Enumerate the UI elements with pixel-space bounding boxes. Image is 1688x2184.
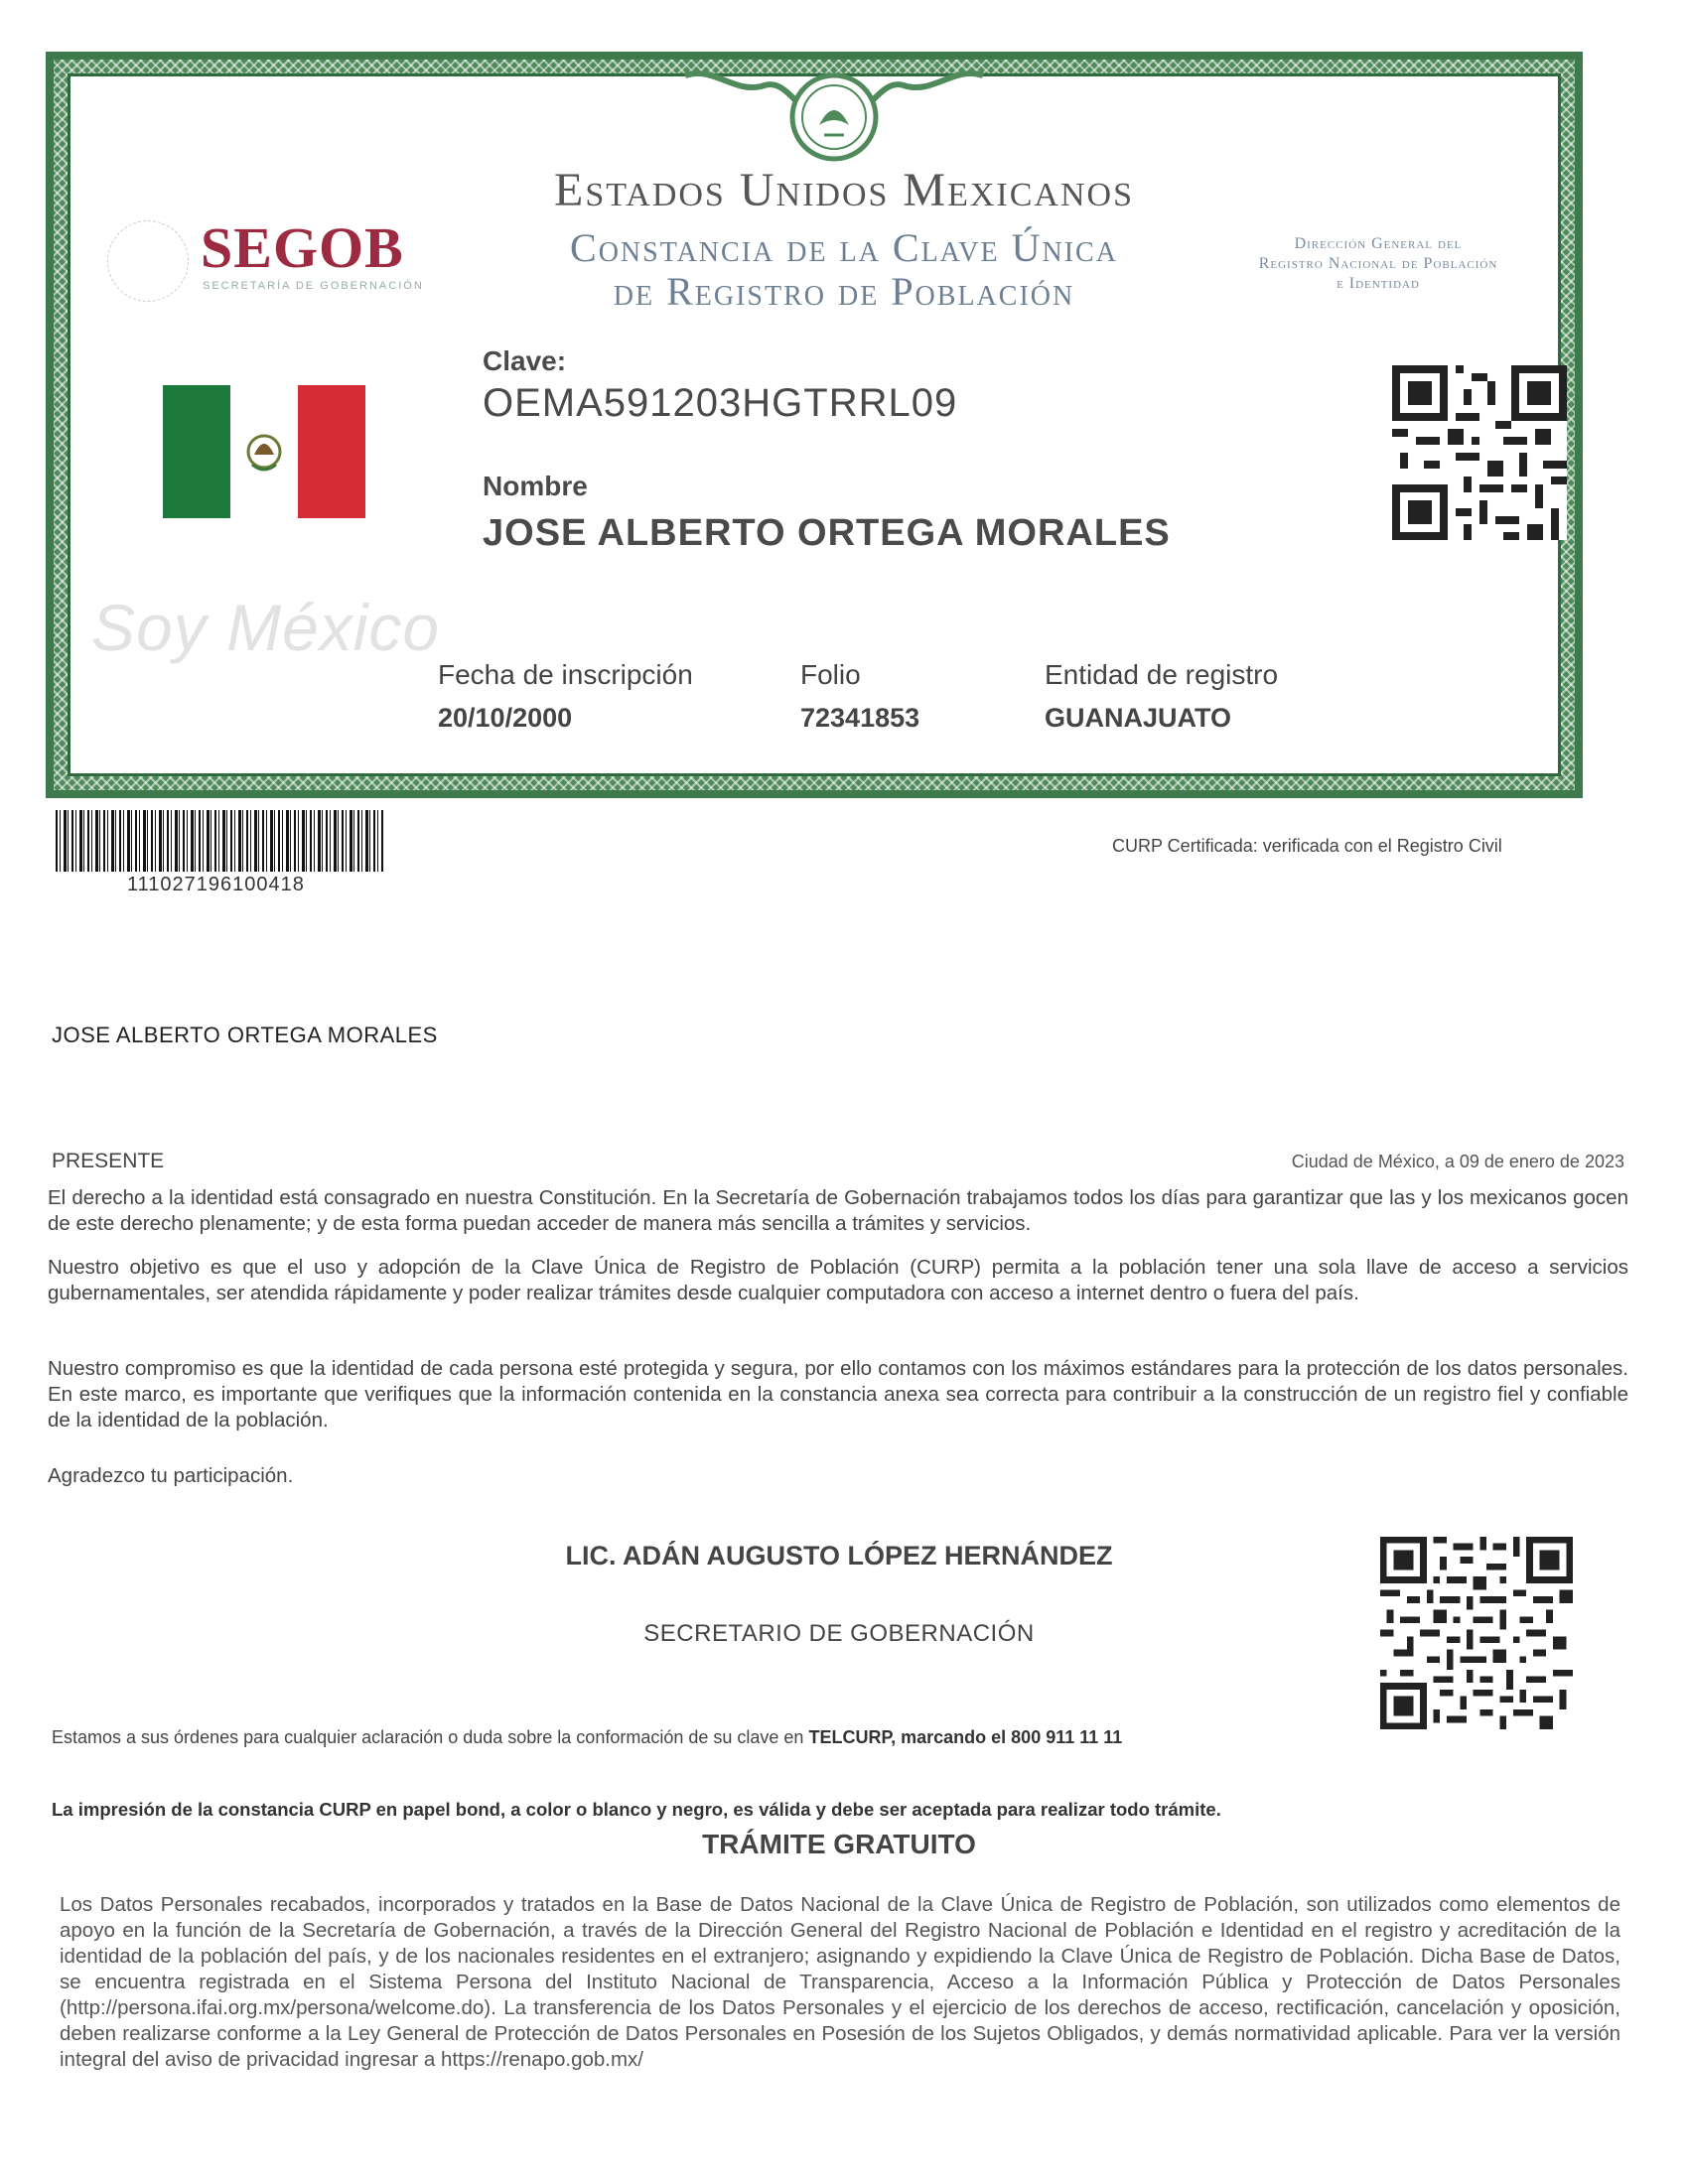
mexican-flag-icon: [163, 385, 365, 518]
directorate-name: [1209, 234, 1547, 294]
aclaracion-text: Estamos a sus órdenes para cualquier aclaración o duda sobre la conformación de su clave en: [52, 1727, 809, 1747]
soy-mexico-watermark: Soy México: [91, 591, 441, 664]
entidad-value: GUANAJUATO: [1045, 703, 1232, 733]
impresion-note: La impresión de la constancia CURP en papel bond, a color o blanco y negro, es válida y debe ser aceptada para realizar todo trámite.: [52, 1799, 1221, 1820]
privacy-notice: Los Datos Personales recabados, incorporados y tratados en la Base de Datos Nacional de la Clave Única de Registro de Población, son utilizados como elementos de apoyo en la función de la Secretaría de Gobernación, a través de la Dirección General del Registro Nacional de Población e Identidad en el registro y acreditación de la identidad de la población del país, y de los nacionales residentes en el extranjero; asignando y expidiendo la Clave Única de Registro de Población. Dicha Base de Datos, se encuentra registrada en el Sistema Persona del Instituto Nacional de Transparencia, Acceso a la Información Pública y Protección de Datos Personales (http://persona.ifai.org.mx/persona/welcome.do). La transferencia de los Datos Personales y el ejercicio de los derechos de acceso, rectificación, cancelación y oposición, deben realizarse conforme a la Ley General de Protección de Datos Personales en Posesión de los Sujetos Obligados, y demás normatividad aplicable. Para ver la versión integral del aviso de privacidad ingresar a https://renapo.gob.mx/: [60, 1893, 1620, 2071]
telcurp-contact: TELCURP, marcando el 800 911 11 11: [808, 1727, 1123, 1747]
country-heading: Estados Unidos Mexicanos: [554, 164, 1134, 216]
segob-logo: SEGOB: [201, 215, 404, 280]
folio-value: 72341853: [800, 703, 920, 733]
barcode-number: 111027196100418: [127, 874, 305, 895]
nombre-label: Nombre: [483, 471, 588, 501]
paragraph-1: El derecho a la identidad está consagrado en nuestra Constitución. En la Secretaría de Gobernación trabajamos todos los días para garantizar que las y los mexicanos gocen de este derecho plenamente; y de esta forma puedan acceder de manera más sencilla a trámites y servicios.: [48, 1186, 1628, 1235]
clave-label: Clave:: [483, 345, 567, 376]
fecha-label: Fecha de inscripción: [438, 659, 693, 690]
signer-role: SECRETARIO DE GOBERNACIÓN: [643, 1620, 1035, 1647]
directorate-line1: Dirección General del: [1294, 235, 1463, 252]
segob-subtitle: SECRETARÍA DE GOBERNACIÓN: [203, 280, 424, 292]
thanks-line: Agradezco tu participación.: [48, 1464, 294, 1487]
nombre-value: JOSE ALBERTO ORTEGA MORALES: [483, 512, 1171, 554]
document-title-line2: de Registro de Población: [613, 269, 1075, 314]
folio-label: Folio: [800, 659, 861, 690]
tramite-gratuito-heading: TRÁMITE GRATUITO: [702, 1829, 976, 1859]
aclaracion-line: [52, 1727, 1122, 1748]
document-title-line1: Constancia de la Clave Única: [570, 225, 1118, 270]
letter-recipient: JOSE ALBERTO ORTEGA MORALES: [52, 1023, 438, 1047]
place-date: Ciudad de México, a 09 de enero de 2023: [1291, 1152, 1624, 1171]
directorate-line3: e Identidad: [1336, 275, 1420, 292]
curp-value: OEMA591203HGTRRL09: [483, 381, 958, 425]
national-crest-icon: [675, 56, 993, 165]
fecha-value: 20/10/2000: [438, 703, 573, 733]
certified-note: CURP Certificada: verificada con el Registro Civil: [1112, 836, 1502, 856]
segob-seal-icon: [107, 220, 189, 302]
signature-qr-code-icon: [1380, 1537, 1573, 1729]
paragraph-2: Nuestro objetivo es que el uso y adopción de la Clave Única de Registro de Población (CURP) permita a la población tener una sola llave de acceso a servicios gubernamentales, ser atendida rápidamente y poder realizar trámites desde cualquier computadora con acceso a internet dentro o fuera del país.: [48, 1256, 1628, 1304]
directorate-line2: Registro Nacional de Población: [1258, 255, 1498, 272]
barcode-icon: [56, 810, 383, 872]
signer-name: LIC. ADÁN AUGUSTO LÓPEZ HERNÁNDEZ: [565, 1541, 1113, 1570]
qr-code-icon: [1392, 365, 1567, 540]
paragraph-3: Nuestro compromiso es que la identidad de cada persona esté protegida y segura, por ello contamos con los máximos estándares para la protección de los datos personales. En este marco, es importante que verifiques que la información contenida en la constancia anexa sea correcta para contribuir a la construcción de un registro fiel y confiable de la identidad de la población.: [48, 1357, 1628, 1432]
letter-greeting: PRESENTE: [52, 1150, 165, 1172]
entidad-label: Entidad de registro: [1045, 659, 1279, 690]
